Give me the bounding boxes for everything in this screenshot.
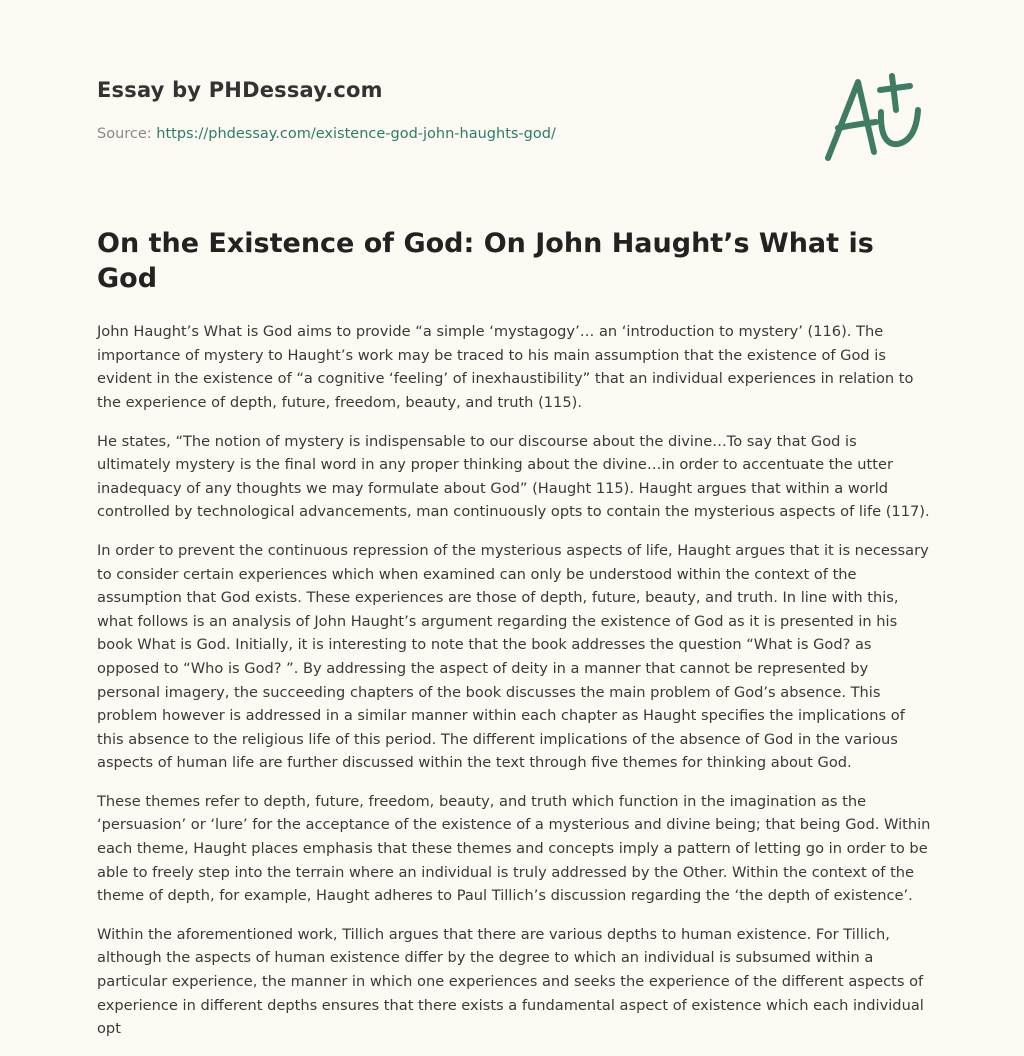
essay-title: On the Existence of God: On John Haught’s What is God: [97, 228, 874, 295]
essay-paragraph: These themes refer to depth, future, freedom, beauty, and truth which function in the imagination as the ‘persuasion’ or ‘lure’ for the acceptance of the existence of a mysterious and divine being; that being God. Within each theme, Haught places emphasis that these themes and concepts imply a pattern of letting go in order to be able to freely step into the terrain where an individual is truly addressed by the Other. Within the context of the theme of depth, for example, Haught adheres to Paul Tillich’s discussion regarding the ‘the depth of existence’.: [97, 792, 931, 905]
page-header: [97, 78, 797, 142]
source-line: [97, 126, 797, 142]
a-plus-grade-icon: [818, 66, 930, 166]
essay-paragraph: John Haught’s What is God aims to provide “a simple ‘mystagogy’… an ‘introduction to mystery’ (116). The importance of mystery to Haught’s work may be traced to his main assumption that the existence of God is evident in the existence of “a cognitive ‘feeling’ of inexhaustibility” that an individual experiences in relation to the experience of depth, future, freedom, beauty, and truth (115).: [97, 323, 914, 411]
essay-paragraph: In order to prevent the continuous repression of the mysterious aspects of life, Haught argues that it is necessary to consider certain experiences which when examined can only be understood within the context of the assumption that God exists. These experiences are those of depth, future, beauty, and truth. In line with this, what follows is an analysis of John Haught’s argument regarding the existence of God as it is presented in his book What is God. Initially, it is interesting to note that the book addresses the question “What is God? as opposed to “Who is God? ”. By addressing the aspect of deity in a manner that cannot be represented by personal imagery, the succeeding chapters of the book discusses the main problem of God’s absence. This problem however is addressed in a similar manner within each chapter as Haught specifies the implications of this absence to the religious life of this period. The different implications of the absence of God in the various aspects of human life are further discussed within the text through five themes for thinking about God.: [97, 541, 929, 772]
source-label: Source:: [97, 126, 152, 142]
essay-paragraph: Within the aforementioned work, Tillich argues that there are various depths to human existence. For Tillich, although the aspects of human existence differ by the degree to which an individual is subsumed within a particular experience, the manner in which one experiences and seeks the experience of the different aspects of experience in different depths ensures that there exists a fundamental aspect of existence which each individual opt: [97, 925, 924, 1038]
site-title: Essay by PHDessay.com: [97, 78, 383, 102]
essay-content: [97, 226, 931, 1056]
source-link[interactable]: https://phdessay.com/existence-god-john-haughts-god/: [156, 126, 556, 142]
essay-paragraph: He states, “The notion of mystery is indispensable to our discourse about the divine…To say that God is ultimately mystery is the final word in any proper thinking about the divine…in order to accentuate the utter inadequacy of any thoughts we may formulate about God” (Haught 115). Haught argues that within a world controlled by technological advancements, man continuously opts to contain the mysterious aspects of life (117).: [97, 432, 930, 521]
